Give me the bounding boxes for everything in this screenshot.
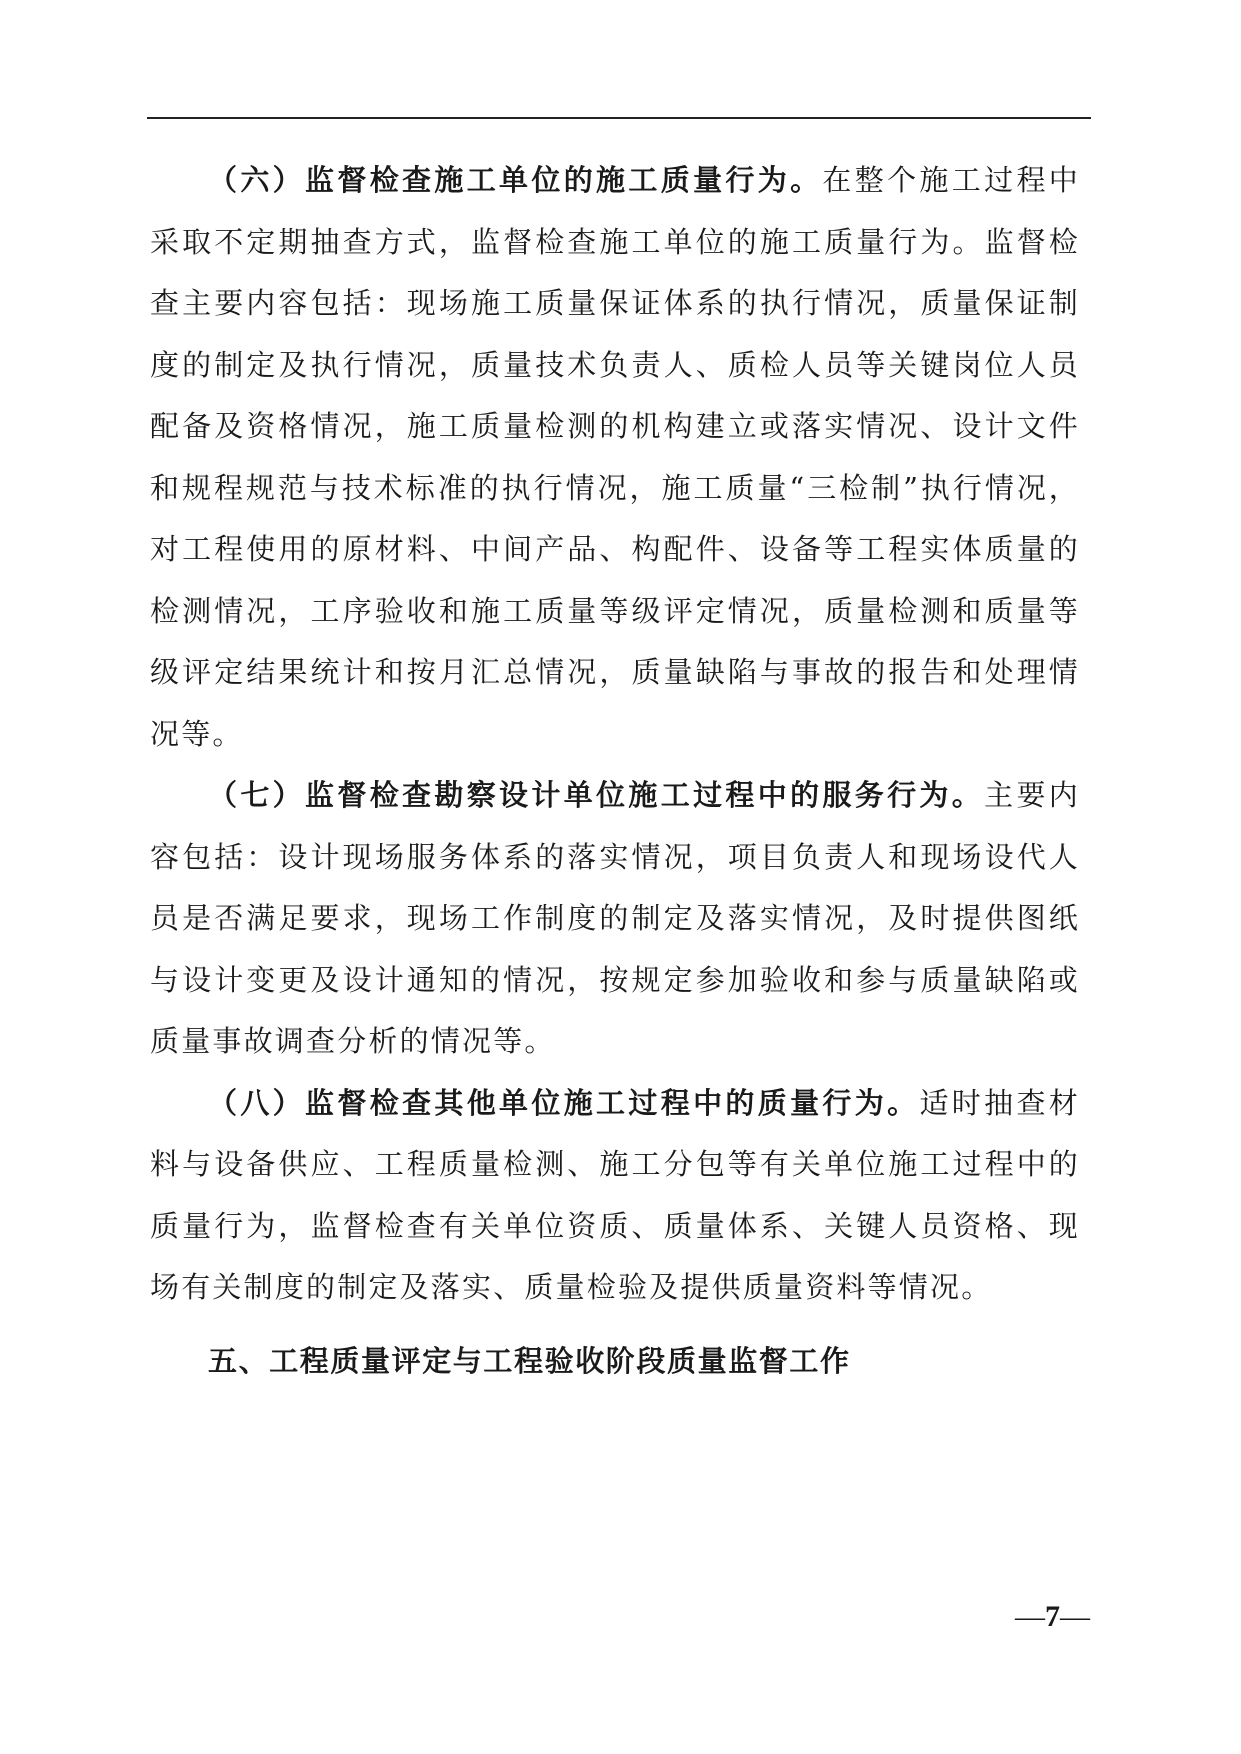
- page-number-right-dash: —: [1060, 1600, 1090, 1633]
- section-8-body: 适时抽查材料与设备供应、工程质量检测、施工分包等有关单位施工过程中的质量行为，监督检查有关单位资质、质量体系、关键人员资格、现场有关制度的制定及落实、质量检验及提供质量资料等情况。: [150, 1085, 1080, 1304]
- page-number-value: 7: [1045, 1600, 1060, 1633]
- section-heading-5: 五、工程质量评定与工程验收阶段质量监督工作: [208, 1343, 851, 1378]
- paragraph-section-6: [150, 150, 1080, 765]
- paragraph-section-7: [150, 765, 1080, 1073]
- header-rule: [147, 117, 1091, 119]
- section-7-lead: （七）监督检查勘察设计单位施工过程中的服务行为。: [208, 778, 985, 812]
- section-6-body: 在整个施工过程中采取不定期抽查方式，监督检查施工单位的施工质量行为。监督检查主要内容包括：现场施工质量保证体系的执行情况，质量保证制度的制定及执行情况，质量技术负责人、质检人员等关键岗位人员配备及资格情况，施工质量检测的机构建立或落实情况、设计文件和规程规范与技术标准的执行情况，施工质量“三检制”执行情况，对工程使用的原材料、中间产品、构配件、设备等工程实体质量的检测情况，工序验收和施工质量等级评定情况，质量检测和质量等级评定结果统计和按月汇总情况，质量缺陷与事故的报告和处理情况等。: [150, 163, 1080, 751]
- section-8-lead: （八）监督检查其他单位施工过程中的质量行为。: [208, 1085, 920, 1120]
- section-6-lead: （六）监督检查施工单位的施工质量行为。: [208, 163, 823, 197]
- paragraph-section-8: [150, 1073, 1080, 1319]
- page-number-left-dash: —: [1015, 1600, 1045, 1633]
- page-number: [1000, 1600, 1090, 1634]
- document-body: [150, 150, 1080, 1392]
- section-7-body: 主要内容包括：设计现场服务体系的落实情况，项目负责人和现场设代人员是否满足要求，现场工作制度的制定及落实情况，及时提供图纸与设计变更及设计通知的情况，按规定参加验收和参与质量缺陷或质量事故调查分析的情况等。: [150, 778, 1080, 1058]
